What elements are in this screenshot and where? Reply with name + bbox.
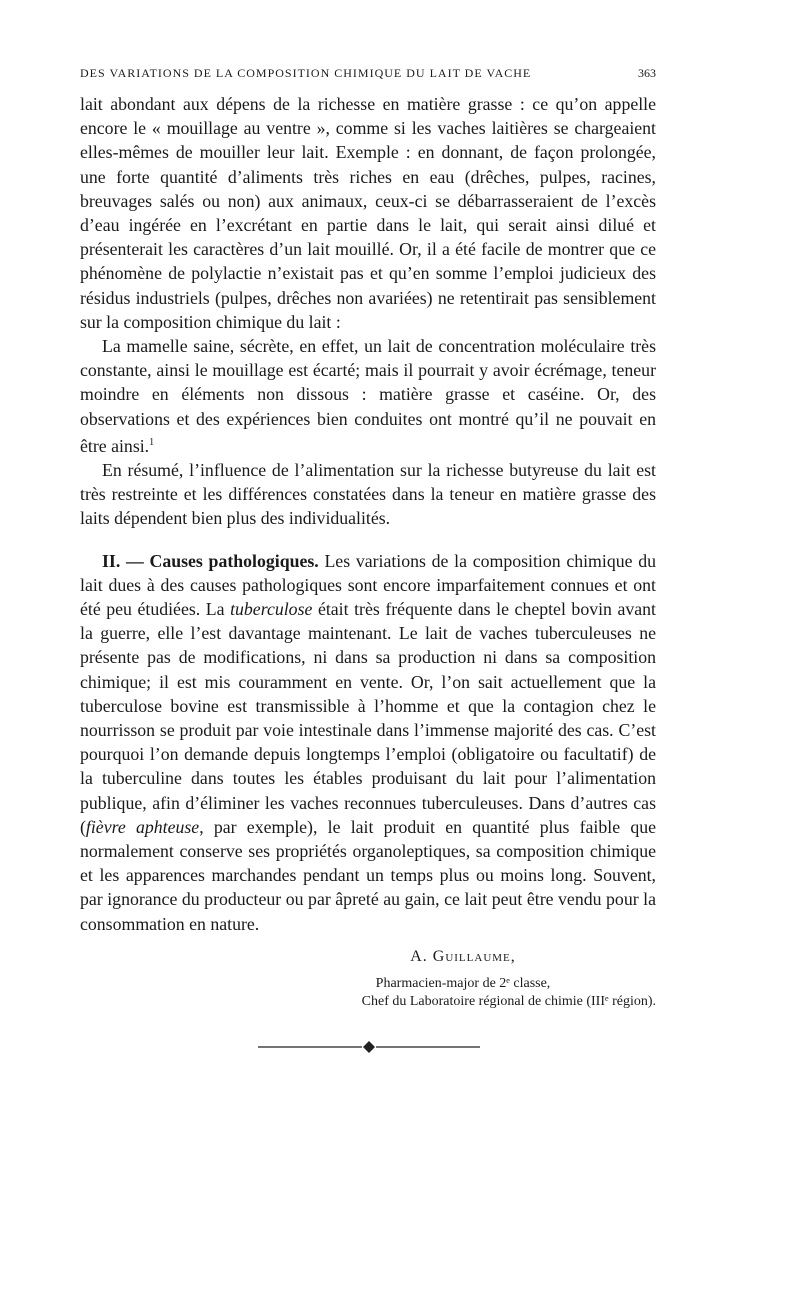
term-tuberculose: tuberculose bbox=[230, 598, 313, 619]
term-fievre-aphteuse: fièvre aphteuse bbox=[85, 816, 200, 837]
paragraph-4-part-b: était très fréquente dans le cheptel bovin avant la guerre, elle l’est davantage maintenant. Le lait de vaches tuberculeuses ne présente pas de modifications, ni dans sa production ni dans sa composition chimique; il est mis couramment en vente. Or, l’on sait actuellement que la tuberculose bovine est transmissible à l’homme et que la contagion chez le nourrisson se produit par voie intestinale dans l’immense majorité des cas. C’est pourquoi l’on demande depuis longtemps l’emploi (obligatoire ou facultatif) de la tuberculine dans toutes les étables produisant du lait pour l’alimentation publique, afin d’éliminer les vaches reconnues tuberculeuses. Dans d’autres cas ( bbox=[80, 598, 656, 837]
paragraph-2-text: La mamelle saine, sécrète, en effet, un lait de concentration moléculaire très constante, ainsi le mouillage est écarté; mais il pourrait y avoir écrémage, teneur moindre en éléments non dissous : matière grasse et caséine. Or, des observations et des expériences bien conduites ont montré qu’il ne pouvait en être ainsi. bbox=[80, 336, 656, 456]
paragraph-4 bbox=[80, 549, 656, 936]
running-title: DES VARIATIONS DE LA COMPOSITION CHIMIQUE DU LAIT DE VACHE bbox=[80, 66, 532, 80]
section-heading: II. — Causes pathologiques. bbox=[102, 550, 319, 571]
signature-block bbox=[80, 948, 656, 1010]
paragraph-1: lait abondant aux dépens de la richesse en matière grasse : ce qu’on appelle encore le « mouillage au ventre », comme si les vaches laitières se chargeaient elles-mêmes de mouiller leur lait. Exemple : en donnant, de façon prolongée, une forte quantité d’aliments très riches en eau (drêches, pulpes, racines, breuvages salés ou non) aux animaux, ceux-ci se débarrasseraient de l’excès d’eau ingérée en l’excrétant en partie dans le lait, qui serait ainsi dilué et présenterait les caractères d’un lait mouillé. Or, il a été facile de montrer que ce phénomène de polylactie n’existait pas et qu’en somme l’emploi judicieux des résidus industriels (pulpes, drêches non avariées) ne retentirait pas sensiblement sur la composition chimique du lait : bbox=[80, 94, 656, 332]
author-affiliation: Chef du Laboratoire régional de chimie (IIIᵉ région). bbox=[361, 994, 656, 1009]
paragraph-2 bbox=[80, 334, 656, 458]
paragraph-4-part-a: Les variations de la composition chimique du lait dues à des causes pathologiques sont encore imparfaitement connues et ont été peu étudiées. La bbox=[80, 550, 656, 619]
page-number: 363 bbox=[638, 66, 656, 80]
paragraph-3: En résumé, l’influence de l’alimentation sur la richesse butyreuse du lait est très restreinte et les différences constatées dans la teneur en matière grasse des laits dépendent bien plus des individualités. bbox=[80, 459, 656, 529]
article-body bbox=[80, 92, 656, 936]
footnote-marker: 1 bbox=[149, 436, 155, 448]
author-title: Pharmacien-major de 2ᵉ classe, bbox=[375, 976, 551, 991]
paragraph-4-part-c: , par exemple), le lait produit en quantité plus faible que normalement conserve ses propriétés organoleptiques, sa composition chimique et les apparences marchandes pendant un temps plus ou moins long. Souvent, par ignorance du producteur ou par âpreté au gain, ce lait peut être vendu pour la consommation en nature. bbox=[80, 816, 657, 934]
ornament-divider bbox=[258, 1040, 480, 1054]
running-header bbox=[80, 66, 656, 81]
author-name: A. Guillaume, bbox=[410, 948, 516, 965]
